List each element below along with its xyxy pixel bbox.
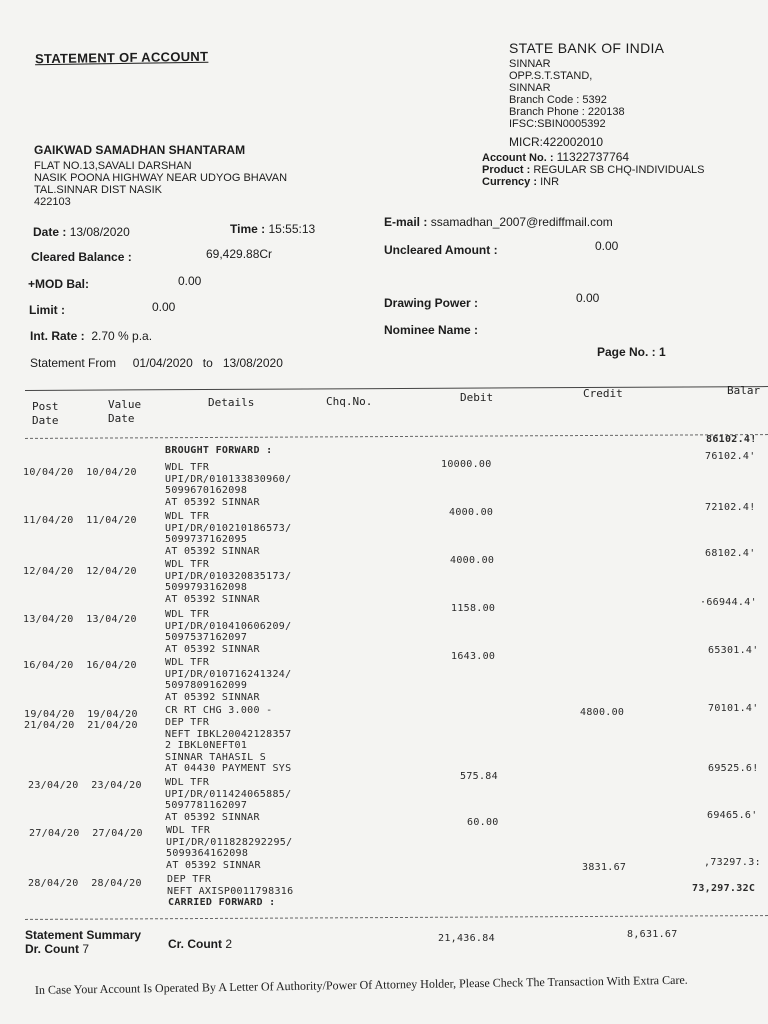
cr-count-label: Cr. Count bbox=[168, 937, 222, 951]
address-line: FLAT NO.13,SAVALI DARSHAN bbox=[34, 160, 192, 172]
account-number: 11322737764 bbox=[556, 150, 630, 164]
row-debit: 1158.00 bbox=[451, 603, 496, 614]
table-row bbox=[23, 660, 137, 671]
cleared-balance-value: 69,429.88Cr bbox=[206, 247, 273, 261]
brought-forward-label: BROUGHT FORWARD : bbox=[165, 445, 273, 456]
micr-code: MICR:422002010 bbox=[509, 135, 604, 149]
row-details: WDL TFR UPI/DR/011424065885/ 5097781162097 AT 05392 SINNAR bbox=[165, 777, 292, 823]
dr-count-value: 7 bbox=[82, 942, 90, 956]
value-date: 19/04/20 bbox=[87, 709, 138, 720]
table-row bbox=[28, 878, 142, 889]
col-debit: Debit bbox=[460, 391, 494, 404]
branch-phone: Branch Phone : 220138 bbox=[509, 106, 625, 118]
mod-balance-label: +MOD Bal: bbox=[28, 277, 90, 291]
row-balance: 65301.4' bbox=[708, 645, 759, 656]
row-details: WDL TFR UPI/DR/010210186573/ 5099737162095 AT 05392 SINNAR bbox=[165, 511, 292, 557]
date-label: Date : bbox=[33, 225, 67, 239]
post-date: 27/04/20 bbox=[29, 828, 80, 839]
table-bottom-rule bbox=[25, 915, 768, 920]
table-top-rule bbox=[25, 386, 768, 391]
post-date: 23/04/20 bbox=[28, 780, 79, 791]
row-balance: 68102.4' bbox=[705, 548, 756, 559]
table-row bbox=[28, 780, 142, 791]
customer-name: GAIKWAD SAMADHAN SHANTARAM bbox=[34, 143, 246, 157]
product-value: REGULAR SB CHQ-INDIVIDUALS bbox=[533, 164, 705, 176]
row-debit: 1643.00 bbox=[451, 651, 496, 662]
drawing-power-label: Drawing Power : bbox=[384, 296, 479, 310]
brought-forward-balance: 86102.4! bbox=[706, 434, 757, 445]
address-line: TAL.SINNAR DIST NASIK bbox=[34, 184, 162, 196]
col-credit: Credit bbox=[583, 387, 623, 400]
currency-value: INR bbox=[540, 176, 560, 188]
table-row bbox=[29, 828, 143, 839]
address-line: 422103 bbox=[34, 196, 71, 208]
statement-to-label: to bbox=[202, 356, 213, 370]
row-balance: 69465.6' bbox=[707, 810, 758, 821]
row-balance: ·66944.4' bbox=[700, 597, 757, 608]
mod-balance-value: 0.00 bbox=[178, 274, 202, 288]
row-credit: 4800.00 bbox=[580, 707, 625, 718]
bank-name: STATE BANK OF INDIA bbox=[509, 40, 665, 56]
row-debit: 4000.00 bbox=[450, 555, 495, 566]
table-row bbox=[23, 515, 137, 526]
row-details: WDL TFR UPI/DR/010320835173/ 5099793162098 AT 05392 SINNAR bbox=[165, 559, 292, 605]
carried-forward-balance: 73,297.32C bbox=[692, 883, 756, 894]
row-balance: 72102.4! bbox=[705, 502, 756, 513]
value-date: 27/04/20 bbox=[92, 828, 143, 839]
summary-title: Statement Summary bbox=[25, 928, 142, 942]
branch-code: Branch Code : 5392 bbox=[509, 94, 607, 106]
post-date: 13/04/20 bbox=[23, 614, 74, 625]
row-debit: 10000.00 bbox=[441, 459, 492, 470]
total-debit: 21,436.84 bbox=[438, 933, 495, 944]
table-row bbox=[24, 709, 138, 720]
row-balance: ,73297.3: bbox=[704, 857, 761, 868]
limit-label: Limit : bbox=[29, 303, 65, 317]
row-debit: 575.84 bbox=[460, 771, 498, 782]
post-date: 19/04/20 bbox=[24, 709, 75, 720]
row-debit: 60.00 bbox=[467, 817, 499, 828]
date-value: 13/08/2020 bbox=[69, 225, 130, 239]
row-credit: 3831.67 bbox=[582, 862, 627, 873]
statement-to-date: 13/08/2020 bbox=[222, 356, 283, 370]
customer-address bbox=[34, 160, 287, 208]
uncleared-amount-label: Uncleared Amount : bbox=[384, 243, 498, 257]
value-date: 13/04/20 bbox=[86, 614, 137, 625]
address-line: NASIK POONA HIGHWAY NEAR UDYOG BHAVAN bbox=[34, 172, 288, 184]
row-details: WDL TFR UPI/DR/010410606209/ 5097537162097 AT 05392 SINNAR bbox=[165, 609, 292, 655]
email-value: ssamadhan_2007@rediffmail.com bbox=[430, 215, 613, 229]
dr-count-label: Dr. Count bbox=[25, 942, 79, 956]
value-date: 21/04/20 bbox=[87, 720, 138, 731]
col-chq-no: Chq.No. bbox=[326, 395, 373, 408]
col-details: Details bbox=[208, 396, 255, 409]
post-date: 21/04/20 bbox=[24, 720, 75, 731]
branch-line: SINNAR bbox=[509, 58, 551, 70]
row-balance: 70101.4' bbox=[708, 703, 759, 714]
account-block bbox=[482, 151, 705, 188]
page-number-value: 1 bbox=[659, 345, 666, 359]
value-date: 28/04/20 bbox=[91, 878, 142, 889]
product-label: Product : bbox=[482, 164, 531, 176]
post-date: 12/04/20 bbox=[23, 566, 74, 577]
footer-note: In Case Your Account Is Operated By A Letter Of Authority/Power Of Attorney Holder, Please Check The Transaction With Extra Care. bbox=[34, 972, 688, 997]
account-number-label: Account No. : bbox=[482, 152, 554, 164]
table-header-rule bbox=[25, 434, 768, 439]
drawing-power-value: 0.00 bbox=[576, 291, 600, 305]
col-value-date: Value Date bbox=[108, 398, 142, 425]
row-debit: 4000.00 bbox=[449, 507, 494, 518]
post-date: 11/04/20 bbox=[23, 515, 74, 526]
col-post-date: Post Date bbox=[32, 400, 59, 427]
carried-forward-label: CARRIED FORWARD : bbox=[168, 897, 276, 908]
limit-value: 0.00 bbox=[152, 300, 176, 314]
table-row bbox=[23, 614, 137, 625]
time-value: 15:55:13 bbox=[268, 222, 316, 236]
branch-line: SINNAR bbox=[509, 82, 551, 94]
value-date: 12/04/20 bbox=[86, 566, 137, 577]
col-balance: Balar bbox=[727, 384, 761, 397]
row-balance: 69525.6! bbox=[708, 763, 759, 774]
row-details: WDL TFR UPI/DR/011828292295/ 5099364162098 AT 05392 SINNAR bbox=[166, 825, 293, 871]
interest-rate-label: Int. Rate : bbox=[30, 329, 85, 343]
statement-title: STATEMENT OF ACCOUNT bbox=[34, 48, 209, 67]
branch-line: OPP.S.T.STAND, bbox=[509, 70, 593, 82]
statement-from-date: 01/04/2020 bbox=[132, 356, 193, 370]
table-row bbox=[23, 467, 137, 478]
value-date: 16/04/20 bbox=[86, 660, 137, 671]
email-label: E-mail : bbox=[384, 215, 428, 229]
ifsc-code: IFSC:SBIN0005392 bbox=[509, 118, 606, 130]
time-label: Time : bbox=[230, 222, 266, 236]
post-date: 28/04/20 bbox=[28, 878, 79, 889]
statement-from-label: Statement From bbox=[30, 356, 117, 370]
nominee-label: Nominee Name : bbox=[384, 323, 479, 337]
row-details: DEP TFR NEFT AXISP0011798316 bbox=[167, 874, 294, 897]
row-details: WDL TFR UPI/DR/010133830960/ 5099670162098 AT 05392 SINNAR bbox=[165, 462, 292, 508]
cr-count-value: 2 bbox=[225, 937, 233, 951]
uncleared-amount-value: 0.00 bbox=[595, 239, 619, 253]
value-date: 10/04/20 bbox=[86, 467, 137, 478]
row-balance: 76102.4' bbox=[705, 451, 756, 462]
interest-rate-value: 2.70 % p.a. bbox=[91, 329, 153, 343]
row-details: CR RT CHG 3.000 - bbox=[165, 705, 273, 716]
post-date: 16/04/20 bbox=[23, 660, 74, 671]
row-details: WDL TFR UPI/DR/010716241324/ 5097809162099 AT 05392 SINNAR bbox=[165, 657, 292, 703]
page-number-label: Page No. : bbox=[597, 345, 656, 359]
branch-details bbox=[509, 58, 625, 130]
row-details: DEP TFR NEFT IBKL20042128357 2 IBKL0NEFT01 SINNAR TAHASIL S AT 04430 PAYMENT SYS bbox=[165, 717, 292, 774]
table-row bbox=[23, 566, 137, 577]
value-date: 11/04/20 bbox=[86, 515, 137, 526]
cleared-balance-label: Cleared Balance : bbox=[31, 250, 132, 264]
total-credit: 8,631.67 bbox=[627, 929, 678, 940]
post-date: 10/04/20 bbox=[23, 467, 74, 478]
value-date: 23/04/20 bbox=[91, 780, 142, 791]
currency-label: Currency : bbox=[482, 176, 538, 188]
table-row bbox=[24, 720, 138, 731]
